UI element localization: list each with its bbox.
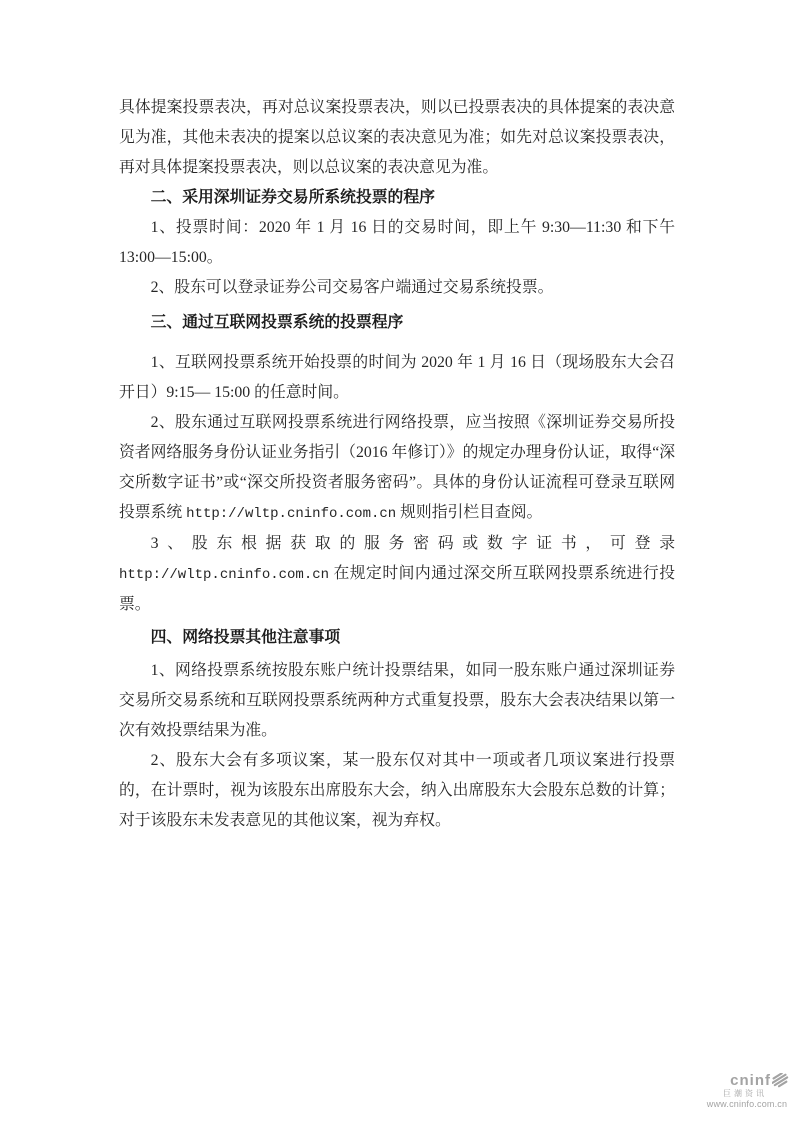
paragraph [119, 656, 675, 746]
text-run: 2、股东大会有多项议案，某一股东仅对其中一项或者几项议案进行投票的，在计票时，视为该股东出席股东大会，纳入出席股东大会股东总数的计算；对于该股东未发表意见的其他议案，视为弃权。 [119, 752, 675, 829]
text-run: 1、网络投票系统按股东账户统计投票结果，如同一股东账户通过深圳证券交易所交易系统和互联网投票系统两种方式重复投票，股东大会表决结果以第一次有效投票结果为准。 [119, 662, 675, 739]
text-run: 1、互联网投票系统开始投票的时间为 2020 年 1 月 16 日（现场股东大会召开日）9:15— 15:00 的任意时间。 [119, 354, 675, 401]
cninfo-swirl-icon [772, 1073, 789, 1088]
paragraph [119, 348, 675, 408]
paragraph [119, 408, 675, 529]
paragraph [119, 273, 675, 303]
paragraph [119, 746, 675, 836]
paragraph [119, 93, 675, 183]
cninfo-brand-text: cninf [730, 1072, 771, 1089]
text-run: 在规定时间内通过深交所互联网投票系统进行投票。 [119, 565, 675, 613]
url-text: http://wltp.cninfo.com.cn [186, 506, 397, 522]
text-run: 2、股东可以登录证券公司交易客户端通过交易系统投票。 [150, 279, 554, 296]
text-run: 3、股东根据获取的服务密码或数字证书，可登录 [150, 535, 675, 552]
text-run: 具体提案投票表决，再对总议案投票表决，则以已投票表决的具体提案的表决意见为准，其他未表决的提案以总议案的表决意见为准；如先对总议案投票表决，再对具体提案投票表决，则以总议案的表决意见为准。 [119, 99, 675, 176]
url-text: http://wltp.cninfo.com.cn [119, 567, 330, 583]
section-heading [119, 308, 675, 338]
text-run: 2、股东通过互联网投票系统进行网络投票，应当按照《深圳证券交易所投资者网络服务身份认证业务指引（2016 年修订）》的规定办理身份认证，取得“深交所数字证书”或“深交所投资者服务密码”。具体的身份认证流程可登录互联网投票系统 [119, 414, 675, 521]
paragraph [119, 213, 675, 273]
text-run: 四、网络投票其他注意事项 [150, 629, 341, 646]
text-run: 三、通过互联网投票系统的投票程序 [150, 314, 404, 331]
text-run: 1、投票时间：2020 年 1 月 16 日的交易时间，即上午 9:30—11:30 和下午 13:00—15:00。 [119, 219, 675, 266]
paragraph [119, 529, 675, 620]
text-run: 二、采用深圳证券交易所系统投票的程序 [150, 189, 435, 206]
text-run: 规则指引栏目查阅。 [396, 504, 543, 521]
section-heading [119, 623, 675, 653]
document-body [119, 93, 675, 836]
cninfo-caption: 巨潮资讯 [723, 1089, 767, 1098]
cninfo-url: www.cninfo.com.cn [706, 1099, 788, 1109]
section-heading [119, 183, 675, 213]
cninfo-brand-row [703, 1073, 791, 1088]
cninfo-logo [703, 1073, 791, 1109]
